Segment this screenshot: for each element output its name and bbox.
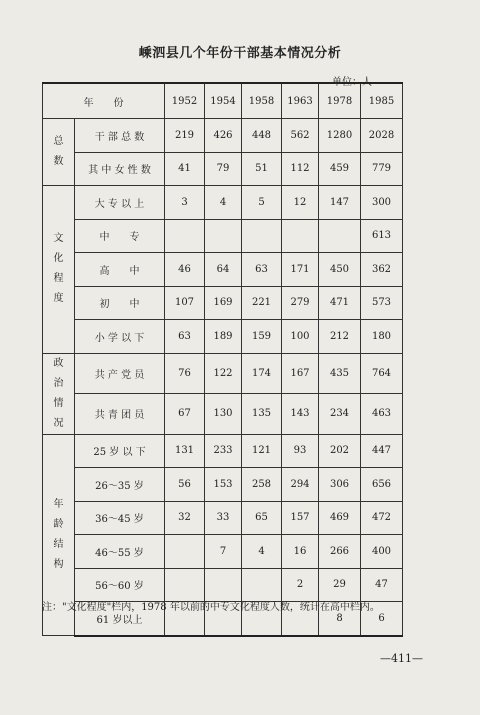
value-cell: 131: [165, 434, 205, 468]
value-cell: 4: [205, 186, 242, 220]
table-row: [43, 320, 403, 354]
value-cell: [205, 568, 242, 602]
value-cell: 362: [361, 253, 403, 287]
value-cell: 76: [165, 353, 205, 394]
value-cell: 171: [282, 253, 319, 287]
row-label: 46～55 岁: [75, 535, 165, 569]
value-cell: [319, 219, 361, 253]
cadre-table: [42, 82, 403, 637]
category-char: 度: [53, 293, 64, 305]
table-row: [43, 568, 403, 602]
value-cell: 189: [205, 320, 242, 354]
row-label: 共 青 团 员: [75, 394, 165, 435]
footnote: 注："文化程度"栏内，1978 年以前的中专文化程度人数，统计在高中栏内。: [42, 602, 380, 613]
value-cell: 7: [205, 535, 242, 569]
category-cell: [43, 353, 75, 434]
value-cell: 212: [319, 320, 361, 354]
value-cell: 51: [242, 152, 282, 186]
value-cell: 65: [242, 501, 282, 535]
header-row: [43, 83, 403, 119]
table-row: [43, 286, 403, 320]
category-char: 年: [53, 498, 64, 510]
value-cell: 472: [361, 501, 403, 535]
value-cell: 63: [165, 320, 205, 354]
value-cell: 448: [242, 119, 282, 153]
value-cell: 159: [242, 320, 282, 354]
row-label: 56～60 岁: [75, 568, 165, 602]
value-cell: 459: [319, 152, 361, 186]
value-cell: 562: [282, 119, 319, 153]
category-char: 况: [53, 417, 64, 429]
value-cell: 135: [242, 394, 282, 435]
row-label: 25 岁 以 下: [75, 434, 165, 468]
table-row: [43, 253, 403, 287]
year-header: 1952: [165, 83, 205, 119]
value-cell: 130: [205, 394, 242, 435]
value-cell: 435: [319, 353, 361, 394]
row-label: 其 中 女 性 数: [75, 152, 165, 186]
value-cell: 147: [319, 186, 361, 220]
table-row: [43, 219, 403, 253]
value-cell: 180: [361, 320, 403, 354]
value-cell: [165, 219, 205, 253]
table-row: [43, 353, 403, 394]
category-char: 情: [53, 397, 64, 409]
value-cell: 2: [282, 568, 319, 602]
value-cell: 450: [319, 253, 361, 287]
category-cell: [43, 119, 75, 186]
row-label: 中 专: [75, 219, 165, 253]
value-cell: 469: [319, 501, 361, 535]
value-cell: 33: [205, 501, 242, 535]
value-cell: 167: [282, 353, 319, 394]
value-cell: 471: [319, 286, 361, 320]
table-row: [43, 394, 403, 435]
value-cell: 306: [319, 468, 361, 502]
value-cell: 107: [165, 286, 205, 320]
value-cell: 100: [282, 320, 319, 354]
value-cell: 4: [242, 535, 282, 569]
value-cell: 169: [205, 286, 242, 320]
value-cell: 6: [361, 602, 403, 636]
value-cell: 613: [361, 219, 403, 253]
row-label: 共 产 党 员: [75, 353, 165, 394]
value-cell: 93: [282, 434, 319, 468]
value-cell: 656: [361, 468, 403, 502]
value-cell: 153: [205, 468, 242, 502]
category-cell: [43, 186, 75, 354]
value-cell: 47: [361, 568, 403, 602]
value-cell: 426: [205, 119, 242, 153]
table-row: [43, 186, 403, 220]
value-cell: 112: [282, 152, 319, 186]
row-label: 初 中: [75, 286, 165, 320]
category-char: 龄: [53, 518, 64, 530]
value-cell: 1280: [319, 119, 361, 153]
category-char: 文: [53, 233, 64, 245]
category-char: 构: [53, 558, 64, 570]
value-cell: 573: [361, 286, 403, 320]
value-cell: 41: [165, 152, 205, 186]
value-cell: 63: [242, 253, 282, 287]
value-cell: 258: [242, 468, 282, 502]
value-cell: 447: [361, 434, 403, 468]
value-cell: 3: [165, 186, 205, 220]
value-cell: [165, 535, 205, 569]
value-cell: 29: [319, 568, 361, 602]
row-label: 干 部 总 数: [75, 119, 165, 153]
value-cell: 300: [361, 186, 403, 220]
value-cell: 8: [319, 602, 361, 636]
value-cell: 779: [361, 152, 403, 186]
value-cell: 294: [282, 468, 319, 502]
value-cell: 56: [165, 468, 205, 502]
value-cell: [205, 219, 242, 253]
value-cell: 121: [242, 434, 282, 468]
value-cell: 400: [361, 535, 403, 569]
table-row: [43, 119, 403, 153]
category-char: 结: [53, 538, 64, 550]
value-cell: 46: [165, 253, 205, 287]
value-cell: 202: [319, 434, 361, 468]
value-cell: [242, 219, 282, 253]
row-label: 26～35 岁: [75, 468, 165, 502]
value-cell: 79: [205, 152, 242, 186]
table-row: [43, 501, 403, 535]
value-cell: 279: [282, 286, 319, 320]
category-char: 程: [53, 273, 64, 285]
value-cell: [242, 568, 282, 602]
value-cell: 143: [282, 394, 319, 435]
table-row: [43, 152, 403, 186]
value-cell: 764: [361, 353, 403, 394]
category-char: 总: [53, 136, 64, 147]
value-cell: 2028: [361, 119, 403, 153]
category-char: 数: [53, 156, 64, 167]
page-number: —411—: [380, 652, 423, 665]
table-title: 嵊泗县几个年份干部基本情况分析: [138, 46, 342, 61]
value-cell: 234: [319, 394, 361, 435]
year-header: 1978: [319, 83, 361, 119]
value-cell: 266: [319, 535, 361, 569]
year-header: 1958: [242, 83, 282, 119]
value-cell: 122: [205, 353, 242, 394]
value-cell: [165, 568, 205, 602]
year-header: 1985: [361, 83, 403, 119]
value-cell: [282, 219, 319, 253]
value-cell: 233: [205, 434, 242, 468]
value-cell: 12: [282, 186, 319, 220]
value-cell: 157: [282, 501, 319, 535]
table-body: [43, 83, 403, 636]
value-cell: 16: [282, 535, 319, 569]
unit-label: 单位：人: [332, 77, 372, 88]
value-cell: 463: [361, 394, 403, 435]
table-row: [43, 434, 403, 468]
value-cell: 174: [242, 353, 282, 394]
year-header: 1963: [282, 83, 319, 119]
category-char: 政: [53, 357, 64, 369]
category-char: 化: [53, 253, 64, 265]
category-char: 治: [53, 377, 64, 389]
value-cell: 32: [165, 501, 205, 535]
table-row: [43, 535, 403, 569]
year-header-label: 年 份: [43, 83, 165, 119]
value-cell: 64: [205, 253, 242, 287]
row-label: 大 专 以 上: [75, 186, 165, 220]
year-header: 1954: [205, 83, 242, 119]
table-row: [43, 468, 403, 502]
value-cell: 221: [242, 286, 282, 320]
row-label: 36～45 岁: [75, 501, 165, 535]
value-cell: 67: [165, 394, 205, 435]
value-cell: 219: [165, 119, 205, 153]
row-label: 高 中: [75, 253, 165, 287]
row-label: 61 岁以上: [75, 602, 165, 636]
value-cell: 5: [242, 186, 282, 220]
row-label: 小 学 以 下: [75, 320, 165, 354]
